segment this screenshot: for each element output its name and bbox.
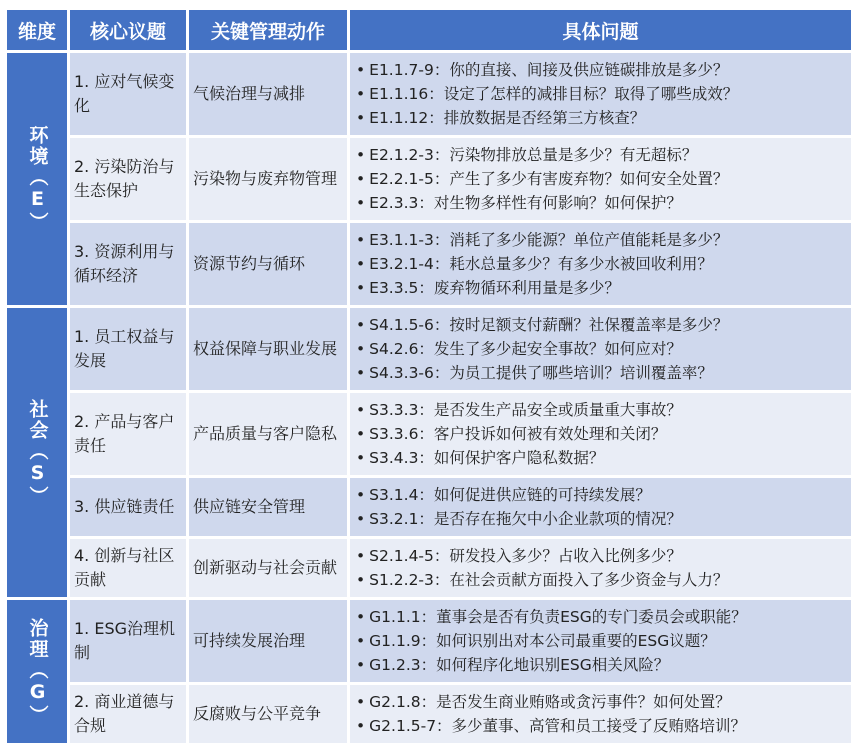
question-item [356, 605, 747, 629]
key-action-cell: 产品质量与客户隐私 [189, 393, 347, 475]
question-text: S3.4.3：如何保护客户隐私数据？ [369, 449, 605, 467]
core-topic-cell: 1. ESG治理机制 [70, 600, 186, 682]
question-item [356, 361, 713, 385]
core-topic-cell: 2. 商业道德与合规 [70, 685, 186, 743]
question-text: E1.1.16：设定了怎样的减排目标？取得了哪些成效？ [369, 85, 739, 103]
questions-cell [350, 393, 851, 475]
questions-cell [350, 53, 851, 135]
question-item [356, 143, 697, 167]
dimension-label: 环境（E） [26, 125, 49, 233]
question-item [356, 714, 746, 738]
key-action-cell: 可持续发展治理 [189, 600, 347, 682]
question-text: E1.1.12：排放数据是否经第三方核查？ [369, 109, 646, 127]
bullet-icon: • [356, 693, 366, 711]
question-text: E1.1.7-9：你的直接、间接及供应链碳排放是多少？ [369, 61, 729, 79]
bullet-icon: • [356, 717, 366, 735]
question-text: E2.1.2-3：污染物排放总量是多少？有无超标？ [369, 146, 698, 164]
core-topic-cell: 3. 资源利用与循环经济 [70, 223, 186, 305]
core-topic-cell: 1. 应对气候变化 [70, 53, 186, 135]
question-item [356, 82, 738, 106]
bullet-icon: • [356, 486, 366, 504]
bullet-icon: • [356, 85, 366, 103]
question-item [356, 422, 666, 446]
bullet-icon: • [356, 146, 366, 164]
bullet-icon: • [356, 340, 366, 358]
question-item [356, 313, 728, 337]
question-text: S3.3.6：客户投诉如何被有效处理和关闭？ [369, 425, 667, 443]
question-item [356, 544, 682, 568]
questions-cell [350, 138, 851, 220]
question-item [356, 568, 728, 592]
bullet-icon: • [356, 255, 366, 273]
bullet-icon: • [356, 425, 366, 443]
key-action-cell: 资源节约与循环 [189, 223, 347, 305]
question-text: S3.2.1：是否存在拖欠中小企业款项的情况？ [369, 510, 682, 528]
core-topic-cell: 3. 供应链责任 [70, 478, 186, 536]
question-item [356, 629, 716, 653]
question-item [356, 252, 713, 276]
bullet-icon: • [356, 401, 366, 419]
bullet-icon: • [356, 449, 366, 467]
question-text: G1.1.1：董事会是否有负责ESG的专门委员会或职能？ [369, 608, 747, 626]
question-text: S2.1.4-5：研发投入多少？占收入比例多少？ [369, 547, 682, 565]
key-action-cell: 气候治理与减排 [189, 53, 347, 135]
header-core-topic: 核心议题 [70, 10, 186, 50]
core-topic-cell: 2. 产品与客户责任 [70, 393, 186, 475]
core-topic-cell: 4. 创新与社区贡献 [70, 539, 186, 597]
question-text: E2.2.1-5：产生了多少有害废弃物？如何安全处置？ [369, 170, 729, 188]
header-key-action: 关键管理动作 [189, 10, 347, 50]
key-action-cell: 权益保障与职业发展 [189, 308, 347, 390]
question-text: G2.1.8：是否发生商业贿赂或贪污事件？如何处置？ [369, 693, 731, 711]
header-dimension: 维度 [7, 10, 67, 50]
esg-issues-table [7, 10, 851, 743]
question-text: G1.2.3：如何程序化地识别ESG相关风险？ [369, 656, 670, 674]
question-text: E3.1.1-3：消耗了多少能源？单位产值能耗是多少？ [369, 231, 729, 249]
core-topic-cell: 2. 污染防治与生态保护 [70, 138, 186, 220]
question-item [356, 653, 669, 677]
question-text: E2.3.3：对生物多样性有何影响？如何保护？ [369, 194, 682, 212]
dimension-cell [7, 600, 67, 743]
question-item [356, 507, 682, 531]
bullet-icon: • [356, 61, 366, 79]
question-item [356, 58, 728, 82]
bullet-icon: • [356, 231, 366, 249]
bullet-icon: • [356, 194, 366, 212]
question-text: G1.1.9：如何识别出对本公司最重要的ESG议题？ [369, 632, 716, 650]
bullet-icon: • [356, 608, 366, 626]
key-action-cell: 反腐败与公平竞争 [189, 685, 347, 743]
bullet-icon: • [356, 547, 366, 565]
dimension-cell [7, 53, 67, 305]
questions-cell [350, 539, 851, 597]
question-text: E3.2.1-4：耗水总量多少？有多少水被回收利用？ [369, 255, 713, 273]
question-item [356, 337, 682, 361]
questions-cell [350, 478, 851, 536]
question-item [356, 483, 651, 507]
question-item [356, 446, 604, 470]
question-text: S3.3.3：是否发生产品安全或质量重大事故？ [369, 401, 682, 419]
bullet-icon: • [356, 632, 366, 650]
question-item [356, 106, 645, 130]
question-text: S3.1.4：如何促进供应链的可持续发展？ [369, 486, 651, 504]
core-topic-cell: 1. 员工权益与发展 [70, 308, 186, 390]
bullet-icon: • [356, 316, 366, 334]
question-item [356, 398, 682, 422]
key-action-cell: 供应链安全管理 [189, 478, 347, 536]
question-item [356, 276, 620, 300]
questions-cell [350, 308, 851, 390]
dimension-cell [7, 308, 67, 597]
question-item [356, 690, 731, 714]
bullet-icon: • [356, 170, 366, 188]
question-text: S4.1.5-6：按时足额支付薪酬？社保覆盖率是多少？ [369, 316, 729, 334]
questions-cell [350, 223, 851, 305]
dimension-label: 治理（G） [26, 617, 49, 726]
bullet-icon: • [356, 109, 366, 127]
question-item [356, 228, 728, 252]
questions-cell [350, 600, 851, 682]
bullet-icon: • [356, 279, 366, 297]
key-action-cell: 污染物与废弃物管理 [189, 138, 347, 220]
question-text: G2.1.5-7：多少董事、高管和员工接受了反贿赂培训？ [369, 717, 747, 735]
question-text: S4.2.6：发生了多少起安全事故？如何应对？ [369, 340, 682, 358]
bullet-icon: • [356, 571, 366, 589]
question-text: S4.3.3-6：为员工提供了哪些培训？培训覆盖率？ [369, 364, 713, 382]
question-text: S1.2.2-3：在社会贡献方面投入了多少资金与人力？ [369, 571, 729, 589]
bullet-icon: • [356, 656, 366, 674]
key-action-cell: 创新驱动与社会贡献 [189, 539, 347, 597]
dimension-label: 社会（S） [26, 398, 49, 507]
question-text: E3.3.5：废弃物循环利用量是多少？ [369, 279, 620, 297]
bullet-icon: • [356, 364, 366, 382]
question-item [356, 167, 728, 191]
bullet-icon: • [356, 510, 366, 528]
question-item [356, 191, 682, 215]
header-specific-questions: 具体问题 [350, 10, 851, 50]
questions-cell [350, 685, 851, 743]
